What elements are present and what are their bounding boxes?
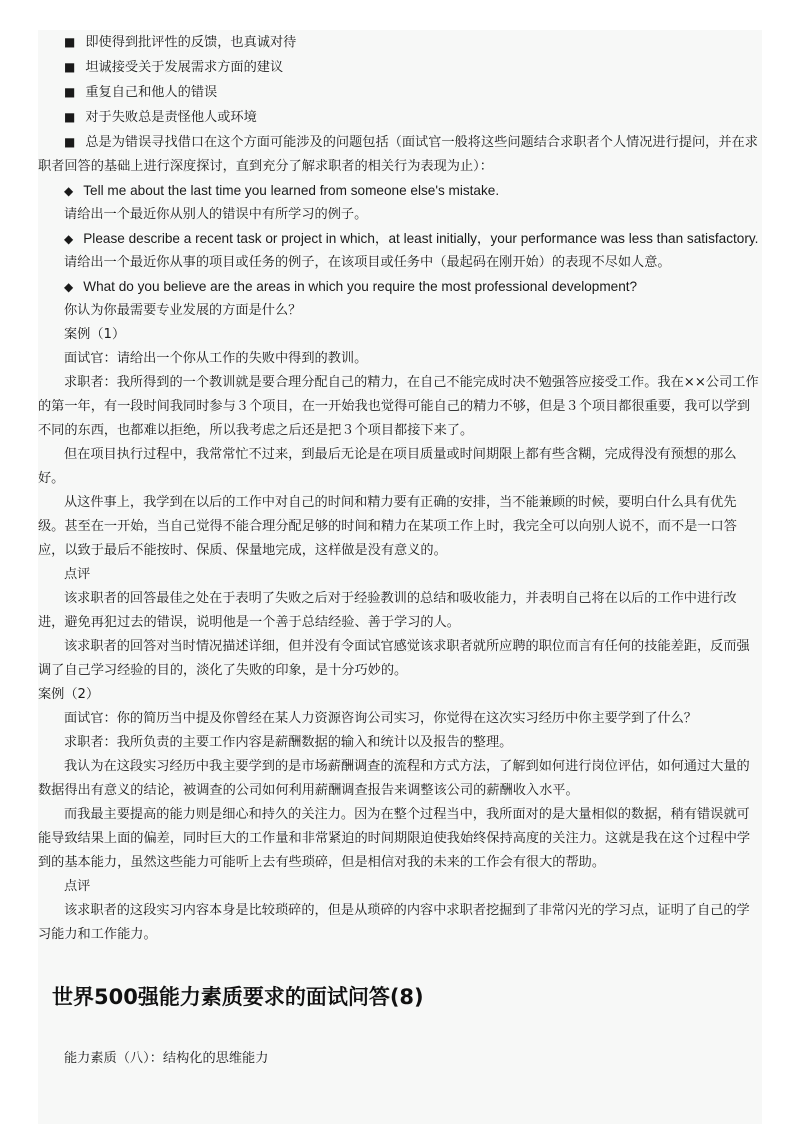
- bullet-item: ■ 总是为错误寻找借口在这个方面可能涉及的问题包括（面试官一般将这些问题结合求职者个人情况进行提问，并在求职者回答的基础上进行深度探讨，直到充分了解求职者的相关行为表现为止）：: [38, 130, 762, 179]
- document-body: [38, 30, 762, 1071]
- comment-text: 该求职者的回答最佳之处在于表明了失败之后对于经验教训的总结和吸收能力，并表明自己将在以后的工作中进行改进，避免再犯过去的错误，说明他是一个善于总结经验、善于学习的人。: [38, 591, 737, 630]
- comment-text: 该求职者的回答对当时情况描述详细，但并没有令面试官感觉该求职者就所应聘的职位而言有任何的技能差距，反而强调了自己学习经验的目的，淡化了失败的印象，是十分巧妙的。: [38, 639, 750, 678]
- bullet-item: ■ 坦诚接受关于发展需求方面的建议: [38, 55, 762, 80]
- candidate-answer: 但在项目执行过程中，我常常忙不过来，到最后无论是在项目质量或时间期限上都有些含糊，完成得没有预想的那么好。: [38, 447, 737, 486]
- question-zh: 你认为你最需要专业发展的方面是什么？: [64, 303, 302, 318]
- question-en: ◆ What do you believe are the areas in which you require the most professional development?: [38, 275, 762, 299]
- candidate-answer: 我认为在这段实习经历中我主要学到的是市场薪酬调查的流程和方式方法，了解到如何进行岗位评估，如何通过大量的数据得出有意义的结论，被调查的公司如何利用薪酬调查报告来调整该公司的薪酬收入水平。: [38, 759, 750, 798]
- question-zh: 请给出一个最近你从事的项目或任务的例子，在该项目或任务中（最起码在刚开始）的表现不尽如人意。: [64, 255, 671, 270]
- comment-text: 该求职者的这段实习内容本身是比较琐碎的，但是从琐碎的内容中求职者挖掘到了非常闪光的学习点，证明了自己的学习能力和工作能力。: [38, 903, 750, 942]
- comment-label: 点评: [64, 879, 91, 894]
- interviewer-question: 面试官：你的简历当中提及你曾经在某人力资源咨询公司实习，你觉得在这次实习经历中你主要学到了什么？: [64, 711, 697, 726]
- candidate-answer: 而我最主要提高的能力则是细心和持久的关注力。因为在整个过程当中，我所面对的是大量相似的数据，稍有错误就可能导致结果上面的偏差，同时巨大的工作量和非常紧迫的时间期限迫使我始终保持高度的关注力。这就是我在这个过程中学到的基本能力，虽然这些能力可能听上去有些琐碎，但是相信对我的未来的工作会有很大的帮助。: [38, 807, 751, 870]
- comment-label: 点评: [64, 567, 91, 582]
- case-title: 案例（2）: [38, 687, 100, 702]
- bullet-item: ■ 对于失败总是责怪他人或环境: [38, 105, 762, 130]
- section-subline: 能力素质（八）：结构化的思维能力: [64, 1051, 269, 1066]
- candidate-answer: 从这件事上，我学到在以后的工作中对自己的时间和精力要有正确的安排，当不能兼顾的时候，要明白什么具有优先级。甚至在一开始，当自己觉得不能合理分配足够的时间和精力在某项工作上时，我完全可以向别人说不，而不是一口答应，以致于最后不能按时、保质、保量地完成，这样做是没有意义的。: [38, 495, 737, 558]
- bullet-item: ■ 重复自己和他人的错误: [38, 80, 762, 105]
- interviewer-question: 面试官：请给出一个你从工作的失败中得到的教训。: [64, 351, 368, 366]
- question-zh: 请给出一个最近你从别人的错误中有所学习的例子。: [64, 207, 368, 222]
- question-en: ◆ Tell me about the last time you learned from someone else's mistake.: [38, 179, 762, 203]
- candidate-answer: 求职者：我所负责的主要工作内容是薪酬数据的输入和统计以及报告的整理。: [64, 735, 513, 750]
- question-en: ◆ Please describe a recent task or project in which，at least initially，your performance was less than satisfactory.: [38, 227, 762, 251]
- bullet-item: ■ 即使得到批评性的反馈，也真诚对待: [38, 30, 762, 55]
- section-heading: 世界500强能力素质要求的面试问答(8): [52, 985, 424, 1009]
- candidate-answer: 求职者：我所得到的一个教训就是要合理分配自己的精力，在自己不能完成时决不勉强答应接受工作。我在××公司工作的第一年，有一段时间我同时参与３个项目，在一开始我也觉得可能自己的精力不够，但是３个项目都很重要，我可以学到不同的东西，也都难以拒绝，所以我考虑之后还是把３个项目都接下来了。: [38, 375, 759, 438]
- case-title: 案例（1）: [64, 327, 126, 342]
